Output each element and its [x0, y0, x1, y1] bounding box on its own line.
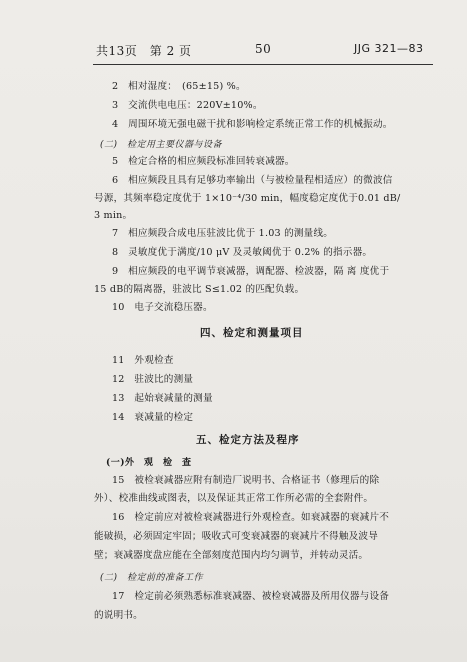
page-number: 50: [255, 42, 272, 56]
item-17-line1: 17 检定前必须熟悉标准衰减器、被检衰减器及所用仪器与设备: [112, 591, 390, 602]
item-11: 11 外观检查: [112, 355, 174, 366]
header-rule: [93, 64, 433, 65]
item-15-line1: 15 被检衰减器应附有制造厂说明书、合格证书（修理后的除: [112, 475, 380, 486]
item-16-line3: 壁；衰减器度盘应能在全部刻度范围内均匀调节，并转动灵活。: [94, 550, 369, 561]
section-4-title: 四、检定和测量项目: [200, 327, 304, 339]
item-9-line1: 9 相应频段的电平调节衰减器，调配器、检波器，隔 离 度优于: [112, 266, 390, 277]
item-4: 4 周围环境无强电磁干扰和影响检定系统正常工作的机械振动。: [112, 119, 393, 130]
item-16-line2: 能破损，必须固定牢固；吸收式可变衰减器的衰减片不得触及波导: [94, 531, 379, 542]
item-17-line2: 的说明书。: [94, 610, 143, 621]
standard-code: JJG 321—83: [354, 42, 424, 55]
item-16-line1: 16 检定前应对被检衰减器进行外观检查。如衰减器的衰减片不: [112, 512, 390, 523]
page-info: 共13页 第 2 页: [96, 44, 192, 58]
item-14: 14 衰减量的检定: [112, 412, 194, 423]
item-8: 8 灵敏度优于满度/10 μV 及灵敏阈优于 0.2% 的指示器。: [112, 247, 373, 258]
item-5: 5 检定合格的相应频段标准回转衰减器。: [112, 156, 295, 167]
item-6-line3: 3 min。: [94, 210, 133, 221]
item-6-line1: 6 相应频段且具有足够功率输出（与被检量程相适应）的微波信: [112, 175, 393, 186]
item-2: 2 相对湿度： (65±15) %。: [112, 81, 246, 92]
item-15-line2: 外）、校准曲线或图表，以及保证其正常工作所必需的全套附件。: [94, 493, 374, 504]
item-3: 3 交流供电电压：220V±10%。: [112, 100, 263, 111]
section-5-title: 五、检定方法及程序: [196, 434, 300, 446]
subsection-equipment: (二) 检定用主要仪器与设备: [100, 140, 223, 150]
item-13: 13 起始衰减量的测量: [112, 393, 213, 404]
subsection-appearance: (一)外 观 检 查: [106, 458, 192, 468]
item-9-line2: 15 dB的隔离器，驻波比 S≤1.02 的匹配负载。: [94, 284, 305, 295]
item-7: 7 相应频段合成电压驻波比优于 1.03 的测量线。: [112, 228, 334, 239]
item-12: 12 驻波比的测量: [112, 374, 194, 385]
subsection-preparation: (二) 检定前的准备工作: [100, 573, 204, 583]
item-10: 10 电子交流稳压器。: [112, 302, 213, 313]
item-6-line2: 号源，其频率稳定度优于 1×10⁻⁴/30 min，幅度稳定度优于0.01 dB/: [94, 193, 401, 204]
